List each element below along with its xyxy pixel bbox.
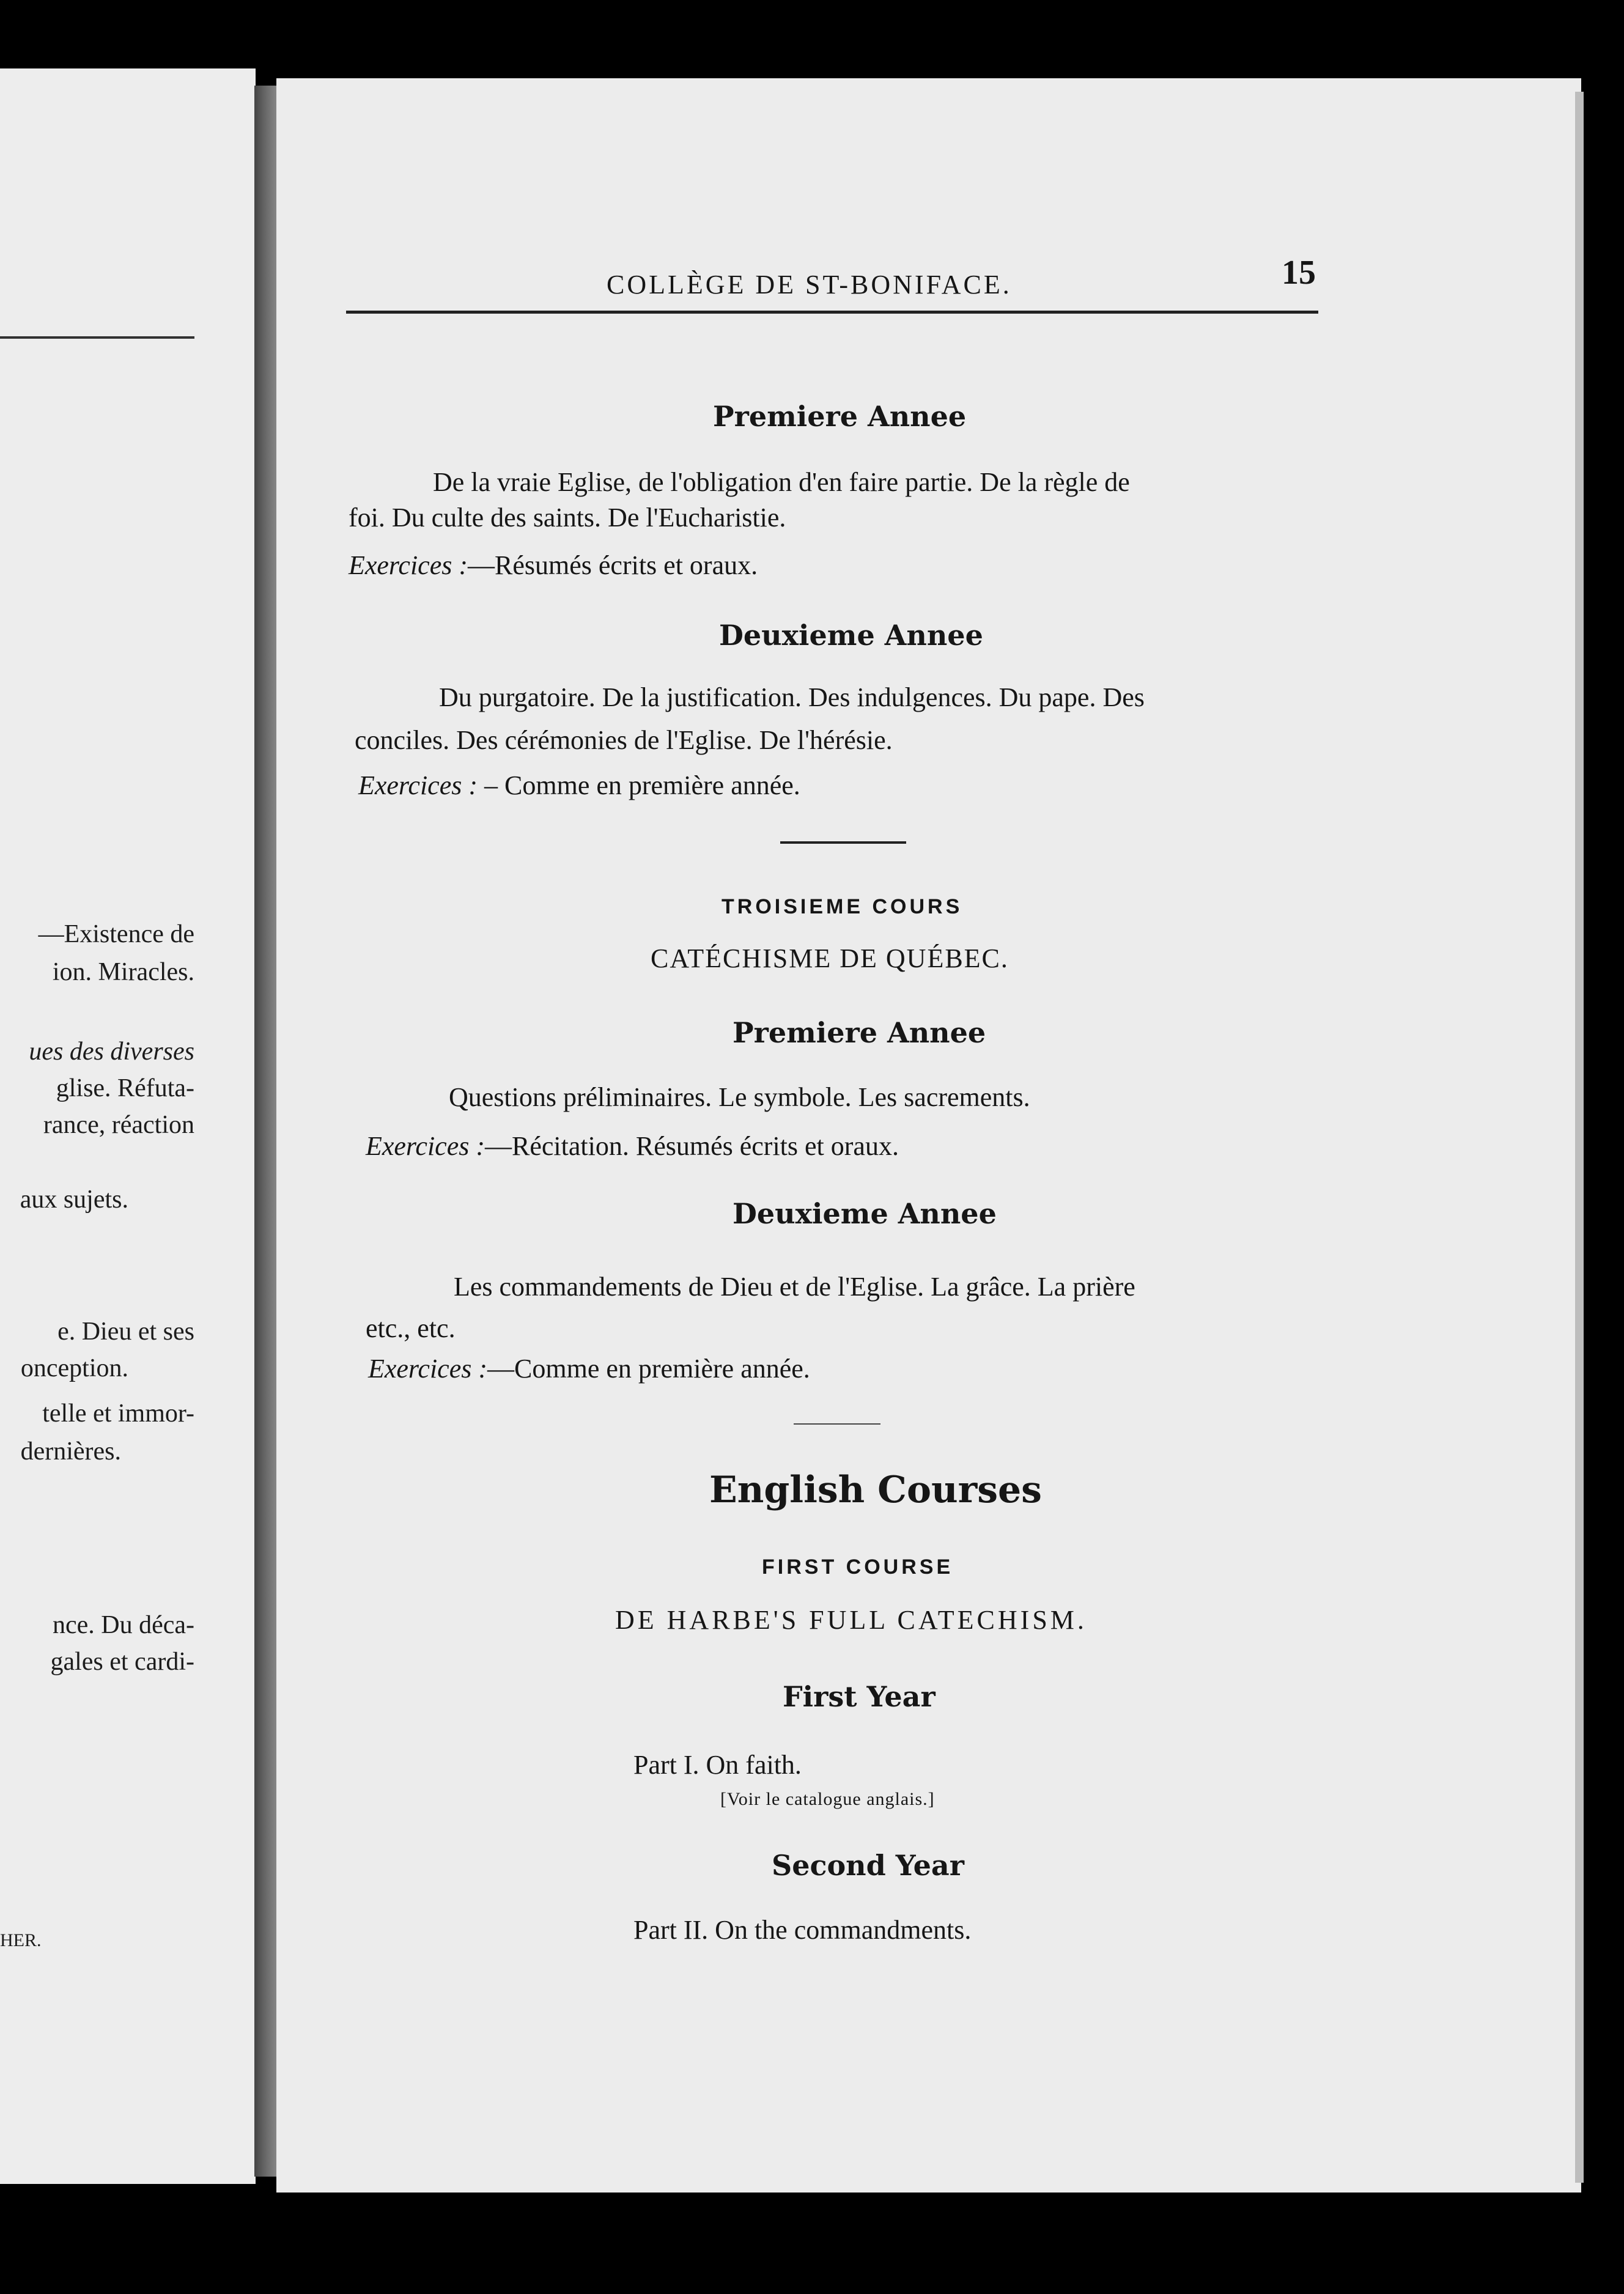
section-heading: Premiere Annee — [733, 1016, 986, 1049]
body-line: conciles. Des cérémonies de l'Eglise. De l'hérésie. — [355, 725, 893, 755]
english-courses-heading: English Courses — [709, 1469, 1042, 1511]
left-fragment-line: ion. Miracles. — [52, 958, 194, 986]
exercise-text: —Résumés écrits et oraux. — [468, 550, 758, 580]
page-number: 15 — [1282, 254, 1316, 292]
section-heading: Deuxieme Annee — [733, 1197, 997, 1230]
left-fragment-line: gales et cardi- — [50, 1648, 194, 1676]
exercise-text: —Récitation. Résumés écrits et oraux. — [485, 1131, 899, 1161]
left-fragment-line: nce. Du déca- — [52, 1611, 194, 1639]
course-heading: TROISIEME COURS — [722, 895, 963, 918]
exercise-label: Exercices : — [368, 1354, 488, 1384]
running-title: COLLÈGE DE ST-BONIFACE. — [607, 270, 1012, 300]
body-line: etc., etc. — [366, 1313, 456, 1343]
body-line: Du purgatoire. De la justification. Des indulgences. Du pape. Des — [439, 682, 1145, 712]
exercise-line — [366, 1124, 899, 1169]
section-divider — [780, 841, 906, 844]
exercise-label: Exercices : — [349, 550, 468, 580]
left-fragment-line: telle et immor- — [42, 1400, 194, 1428]
left-fragment-line: HER. — [0, 1930, 42, 1950]
catalogue-note: [Voir le catalogue anglais.] — [720, 1789, 935, 1809]
exercise-line — [358, 763, 800, 808]
left-fragment-line: e. Dieu et ses — [57, 1318, 194, 1346]
left-fragment-line: rance, réaction — [43, 1111, 194, 1139]
exercise-label: Exercices : — [358, 770, 478, 800]
exercise-label: Exercices : — [366, 1131, 485, 1161]
left-fragment-line: onception. — [20, 1354, 128, 1382]
left-fragment-line: ues des diverses — [29, 1038, 194, 1066]
exercise-text: – Comme en première année. — [478, 770, 800, 800]
book-gutter — [254, 86, 278, 2177]
body-line: Part I. On faith. — [633, 1750, 802, 1780]
left-fragment-line: —Existence de — [38, 920, 194, 948]
exercise-text: —Comme en première année. — [487, 1354, 810, 1384]
exercise-line — [368, 1346, 810, 1392]
body-line: Les commandements de Dieu et de l'Eglise. La grâce. La prière — [454, 1272, 1135, 1302]
left-page-rule — [0, 336, 194, 339]
left-fragment-line: aux sujets. — [20, 1186, 128, 1214]
section-heading: Premiere Annee — [713, 400, 967, 433]
body-line: De la vraie Eglise, de l'obligation d'en faire partie. De la règle de — [433, 467, 1130, 497]
body-line: Part II. On the commandments. — [633, 1915, 972, 1945]
course-heading: FIRST COURSE — [762, 1555, 954, 1579]
header-rule — [346, 311, 1318, 314]
section-heading: Deuxieme Annee — [719, 619, 983, 652]
section-divider — [794, 1423, 880, 1425]
exercise-line — [349, 543, 758, 588]
page-edge — [1575, 92, 1584, 2183]
left-fragment-line: dernières. — [20, 1437, 121, 1466]
left-fragment-line: glise. Réfuta- — [56, 1074, 194, 1102]
course-subtitle: DE HARBE'S FULL CATECHISM. — [615, 1605, 1087, 1635]
section-heading: Second Year — [772, 1849, 964, 1882]
body-line: Questions préliminaires. Le symbole. Les sacrements. — [449, 1082, 1030, 1112]
course-subtitle: CATÉCHISME DE QUÉBEC. — [651, 943, 1009, 973]
section-heading: First Year — [783, 1680, 936, 1713]
body-line: foi. Du culte des saints. De l'Eucharistie. — [349, 503, 786, 533]
